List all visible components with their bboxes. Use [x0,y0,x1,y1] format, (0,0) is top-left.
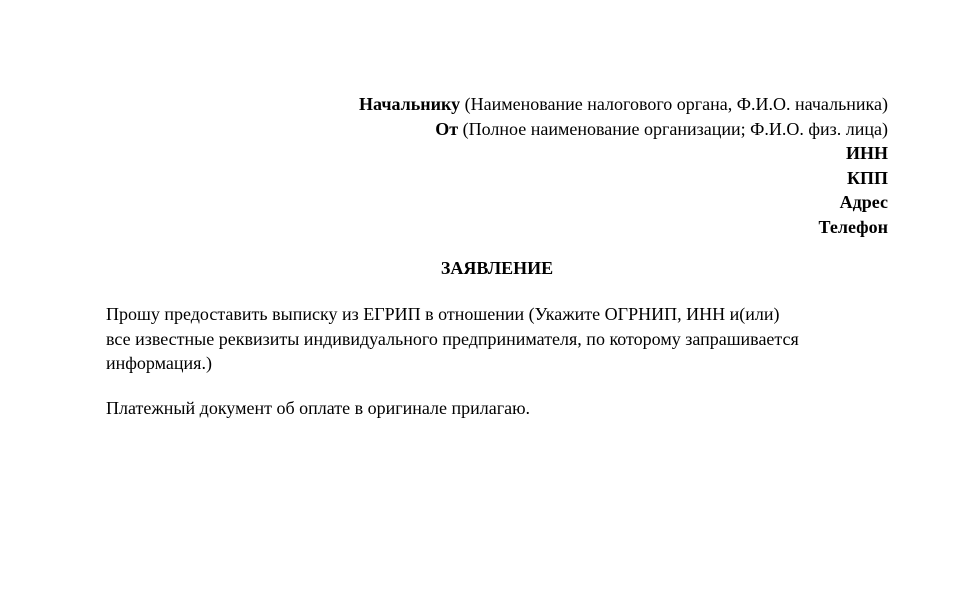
sender-text: (Полное наименование организации; Ф.И.О. физ. лица) [462,118,888,139]
sender-line [200,117,888,142]
inn-field: ИНН [845,143,888,163]
addressee-block [200,92,888,239]
request-line-3: информация.) [106,353,212,373]
addressee-line [200,92,888,117]
document-title: ЗАЯВЛЕНИЕ [440,258,554,278]
addressee-text: (Наименование налогового органа, Ф.И.О. начальника) [464,94,888,114]
sender-label: От [435,118,459,139]
attachment-paragraph: Платежный документ об оплате в оригинале прилагаю. [106,398,531,418]
addressee-label: Начальнику [359,94,461,114]
request-line-2: все известные реквизиты индивидуального предпринимателя, по которому запрашивается [106,328,799,349]
request-line-1: Прошу предоставить выписку из ЕГРИП в отношении (Укажите ОГРНИП, ИНН и(или) [106,304,780,324]
kpp-field: КПП [846,167,888,188]
phone-field: Телефон [818,216,888,237]
address-field: Адрес [839,192,888,212]
request-paragraph [106,302,906,376]
